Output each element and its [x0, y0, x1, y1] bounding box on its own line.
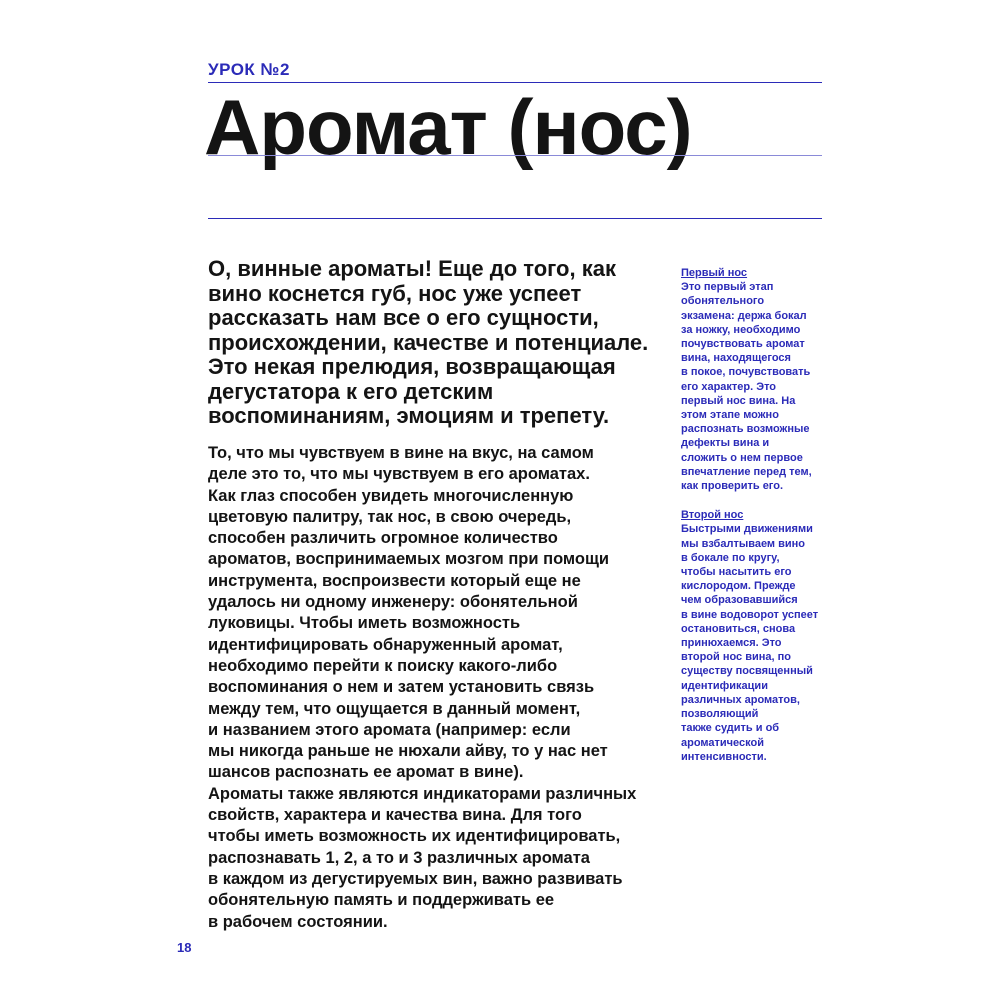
body-line: Ароматы также являются индикаторами различных	[208, 784, 637, 803]
lesson-label: УРОК №2	[208, 60, 290, 79]
lead-line: вино коснется губ, нос уже успеет	[208, 280, 582, 306]
sidebar-line: этом этапе можно	[681, 409, 779, 422]
body-line: инструмента, воспроизвести который еще не	[208, 571, 581, 590]
sidebar-line: также судить и об	[681, 722, 780, 735]
sidebar-line: ароматической	[681, 736, 764, 749]
sidebar-line: в вине водоворот успеет	[681, 608, 819, 621]
sidebar-line: его характер. Это	[681, 380, 777, 393]
page-number: 18	[177, 940, 192, 955]
body-line: Как глаз способен увидеть многочисленную	[208, 486, 574, 505]
sidebar-line: впечатление перед тем,	[681, 465, 812, 478]
sidebar-line: остановиться, снова	[681, 622, 796, 635]
body-line: в рабочем состоянии.	[208, 912, 388, 931]
sidebar-line: кислородом. Прежде	[681, 580, 796, 593]
sidebar-line: различных ароматов,	[681, 693, 800, 706]
body-line: в каждом из дегустируемых вин, важно развивать	[208, 869, 623, 888]
sidebar-line: чем образовавшийся	[681, 594, 798, 607]
body-line: цветовую палитру, так нос, в свою очередь,	[208, 507, 572, 526]
sidebar-line: Это первый этап	[681, 281, 774, 294]
body-line: чтобы иметь возможность их идентифицировать,	[208, 827, 621, 846]
title-baseline-rule	[208, 155, 822, 156]
sidebar-heading-first-nose: Первый нос	[681, 267, 748, 279]
lead-line: О, винные ароматы! Еще до того, как	[208, 256, 616, 281]
lead-line: дегустатора к его детским	[208, 378, 494, 404]
sidebar-line: обонятельного	[681, 295, 765, 308]
sidebar-line: Быстрыми движениями	[681, 523, 813, 536]
sidebar-line: экзамена: держа бокал	[681, 309, 807, 322]
sidebar-line: за ножку, необходимо	[681, 323, 801, 336]
body-line: необходимо перейти к поиску какого-либо	[208, 656, 558, 675]
body-line: обонятельную память и поддерживать ее	[208, 891, 555, 910]
lead-paragraph	[208, 257, 648, 429]
sidebar-notes	[681, 266, 831, 764]
lead-line: происхождении, качестве и потенциале.	[208, 329, 649, 355]
sidebar-heading-second-nose: Второй нос	[681, 509, 744, 522]
sidebar-line: чтобы насытить его	[681, 566, 792, 579]
sidebar-line: второй нос вина, по	[681, 651, 791, 664]
body-line: способен различить огромное количество	[208, 529, 558, 548]
lead-line: рассказать нам все о его сущности,	[208, 305, 599, 330]
body-paragraph	[208, 443, 668, 933]
title-bottom-rule	[208, 218, 822, 219]
lead-line: воспоминаниям, эмоциям и трепету.	[208, 403, 610, 428]
sidebar-line: как проверить его.	[681, 480, 784, 493]
sidebar-line: в покое, почувствовать	[681, 366, 811, 379]
lead-line: Это некая прелюдия, возвращающая	[208, 354, 616, 379]
body-line: шансов распознать ее аромат в вине).	[208, 763, 524, 782]
body-line: То, что мы чувствуем в вине на вкус, на самом	[208, 444, 594, 462]
body-line: воспоминания о нем и затем установить связь	[208, 678, 595, 697]
sidebar-line: дефекты вина и	[681, 437, 770, 450]
body-line: удалось ни одному инженеру: обонятельной	[208, 593, 578, 612]
sidebar-line: почувствовать аромат	[681, 338, 805, 351]
sidebar-line: первый нос вина. На	[681, 394, 796, 407]
sidebar-gap	[681, 493, 831, 508]
body-line: идентифицировать обнаруженный аромат,	[208, 635, 563, 654]
body-line: мы никогда раньше не нюхали айву, то у нас нет	[208, 742, 608, 761]
sidebar-line: в бокале по кругу,	[681, 551, 780, 564]
sidebar-line: мы взбалтываем вино	[681, 537, 806, 550]
body-line: распознавать 1, 2, а то и 3 различных аромата	[208, 848, 590, 867]
sidebar-line: существу посвященный	[681, 665, 813, 678]
body-line: между тем, что ощущается в данный момент,	[208, 699, 581, 718]
sidebar-line: сложить о нем первое	[681, 451, 803, 464]
page-title: Аромат (нос)	[204, 83, 692, 171]
sidebar-line: идентификации	[681, 679, 768, 692]
body-line: и названием этого аромата (например: если	[208, 720, 571, 739]
body-line: свойств, характера и качества вина. Для того	[208, 806, 582, 825]
body-line: деле это то, что мы чувствуем в его ароматах.	[208, 465, 590, 484]
sidebar-line: интенсивности.	[681, 750, 767, 763]
body-line: луковицы. Чтобы иметь возможность	[208, 614, 521, 633]
sidebar-line: распознать возможные	[681, 423, 810, 436]
sidebar-line: принюхаемся. Это	[681, 637, 782, 650]
body-line: ароматов, воспринимаемых мозгом при помощи	[208, 550, 610, 569]
sidebar-line: вина, находящегося	[681, 352, 791, 365]
sidebar-line: позволяющий	[681, 708, 759, 721]
